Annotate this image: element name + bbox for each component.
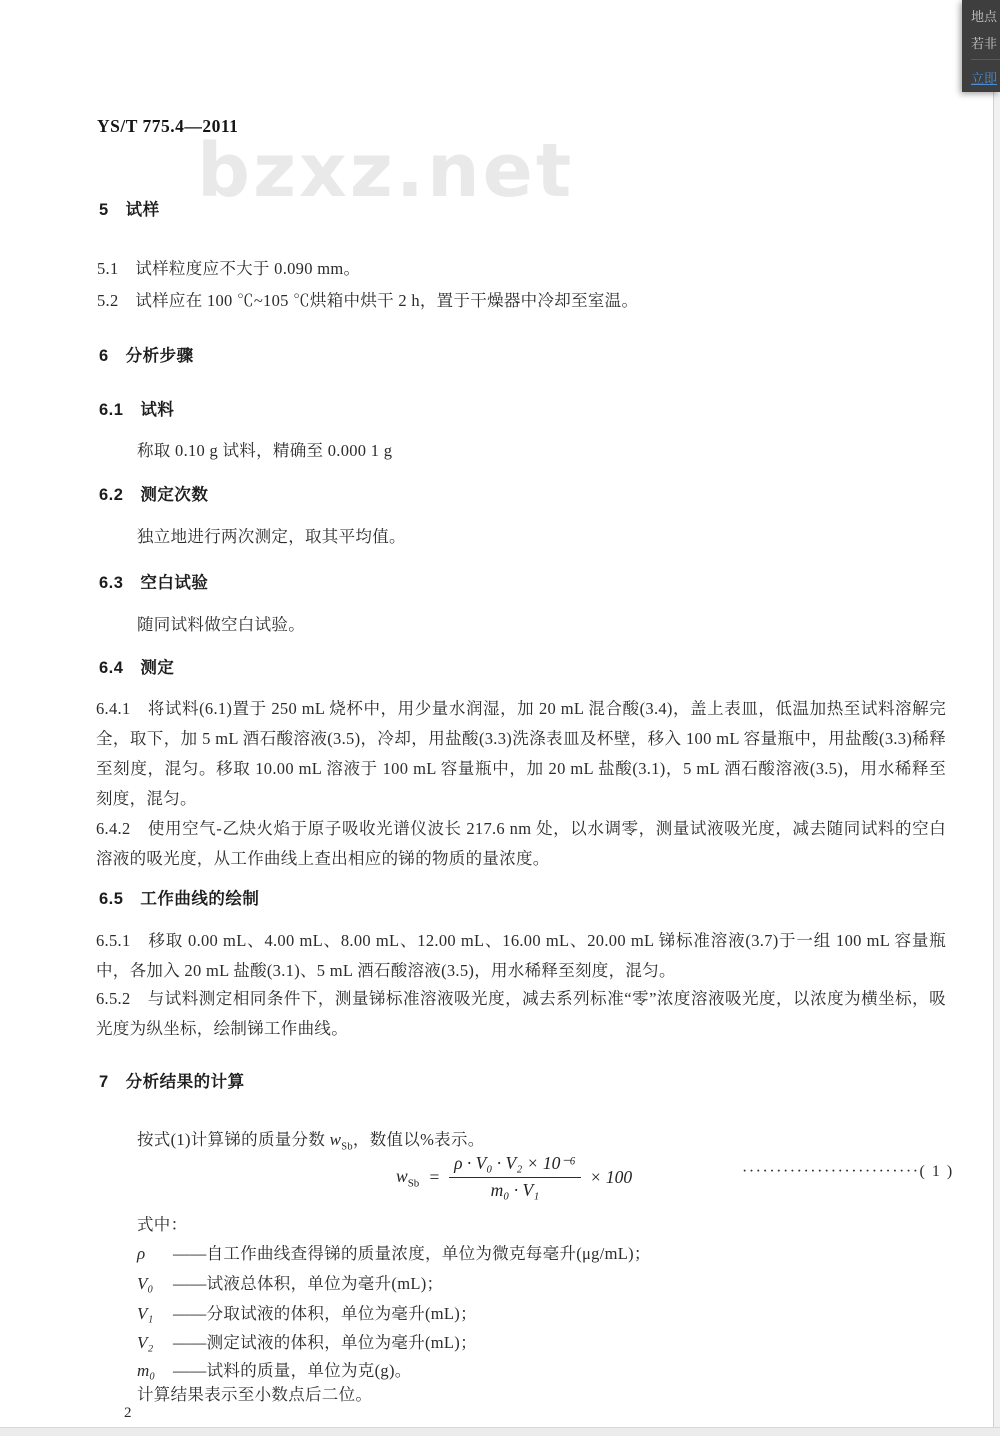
clause-6-4-2: 6.4.2 使用空气-乙炔火焰于原子吸收光谱仪波长 217.6 nm 处，以水调零，测量试液吸光度，减去随同试料的空白溶液的吸光度，从工作曲线上查出相应的锑的物质的量浓度。 — [96, 819, 946, 868]
clause-6-2-heading: 6.2 测定次数 — [99, 486, 209, 504]
definition-v1 — [137, 1300, 477, 1324]
watermark: bzxz.net — [197, 128, 575, 214]
equation-1 — [396, 1153, 632, 1202]
fraction — [449, 1153, 581, 1202]
popup-line-2: 若非 — [971, 36, 998, 51]
fraction-denominator: m₀ · V₁ — [490, 1179, 540, 1200]
symbol-v2: V₂ — [137, 1333, 154, 1352]
definition-v2 — [137, 1329, 477, 1353]
clause-6-5-heading: 6.5 工作曲线的绘制 — [99, 890, 260, 908]
popup-line-1: 地点 — [971, 9, 998, 24]
clause-5-2: 5.2 试样应在 100 ℃~105 ℃烘箱中烘干 2 h，置于干燥器中冷却至室温。 — [97, 291, 639, 310]
clause-6-2-body: 独立地进行两次测定，取其平均值。 — [137, 527, 406, 546]
symbol-v0: V₀ — [137, 1274, 154, 1293]
section-6-heading: 6 分析步骤 — [99, 347, 194, 365]
definition-text: ——试液总体积，单位为毫升(mL)； — [173, 1274, 444, 1293]
where-label: 式中： — [137, 1215, 188, 1234]
clause-6-3-heading: 6.3 空白试验 — [99, 574, 209, 592]
definition-v0 — [137, 1270, 443, 1294]
section-5-heading: 5 试样 — [99, 201, 160, 219]
section-7-heading: 7 分析结果的计算 — [99, 1073, 245, 1091]
symbol-rho: ρ — [137, 1244, 146, 1263]
definition-rho — [137, 1240, 651, 1264]
equation-number-dots: ··························( 1 ) — [742, 1163, 954, 1180]
clause-6-3-body: 随同试料做空白试验。 — [137, 615, 305, 634]
clause-6-4-1: 6.4.1 将试料(6.1)置于 250 mL 烧杯中，用少量水润湿，加 20 mL 混合酸(3.4)，盖上表皿，低温加热至试料溶解完全，取下，加 5 mL 酒石酸溶液(3.5)，冷却，用盐酸(3.3)洗涤表皿及杯壁，移入 100 mL 容量瓶中，用盐酸(3.3)稀释至刻度，混匀。移取 10.00 mL 溶液于 100 mL 容量瓶中，加 20 mL 盐酸(3.1)，5 mL 酒石酸溶液(3.5)，用水稀释至刻度，混匀。 — [96, 699, 946, 808]
clause-5-1: 5.1 试样粒度应不大于 0.090 mm。 — [97, 259, 361, 278]
definition-text: ——测定试液的体积，单位为毫升(mL)； — [173, 1333, 477, 1352]
page-number: 2 — [124, 1405, 132, 1421]
standard-number-header: YS/T 775.4—2011 — [97, 116, 239, 136]
clause-6-1-body: 称取 0.10 g 试料，精确至 0.000 1 g — [137, 441, 393, 460]
symbol-m0: m₀ — [137, 1361, 156, 1380]
formula-intro-post: ，数值以%表示。 — [352, 1130, 485, 1149]
popup-action-link[interactable]: 立即 — [971, 71, 998, 86]
result-precision-note: 计算结果表示至小数点后二位。 — [137, 1385, 373, 1404]
equation-lhs: $w_{Sb}$ — [396, 1165, 420, 1190]
formula-intro — [137, 1126, 485, 1152]
symbol-v1: V₁ — [137, 1304, 154, 1323]
clause-6-1-heading: 6.1 试料 — [99, 401, 175, 419]
definition-text: ——自工作曲线查得锑的质量浓度，单位为微克每毫升(μg/mL)； — [173, 1244, 651, 1263]
clause-6-5-2: 6.5.2 与试料测定相同条件下，测量锑标准溶液吸光度，减去系列标准“零”浓度溶液吸光度，以浓度为横坐标，吸光度为纵坐标，绘制锑工作曲线。 — [96, 989, 946, 1038]
equals-sign: = — [428, 1166, 441, 1187]
page-bottom-edge — [0, 1427, 1000, 1436]
clause-6-5-1: 6.5.1 移取 0.00 mL、4.00 mL、8.00 mL、12.00 mL、16.00 mL、20.00 mL 锑标准溶液(3.7)于一组 100 mL 容量瓶中，各加入 20 mL 盐酸(3.1)、5 mL 酒石酸溶液(3.5)，用水稀释至刻度，混匀。 — [96, 931, 946, 980]
formula-intro-subscript: Sb — [341, 1141, 353, 1153]
popup-divider — [971, 59, 1000, 60]
fraction-numerator: ρ · V₀ · V₂ × 10⁻⁶ — [449, 1153, 581, 1178]
clause-6-4-heading: 6.4 测定 — [99, 659, 175, 677]
corner-popup — [962, 0, 1000, 92]
formula-intro-symbol: w — [329, 1130, 342, 1149]
formula-intro-pre: 按式(1)计算锑的质量分数 — [137, 1130, 330, 1149]
definition-text: ——分取试液的体积，单位为毫升(mL)； — [173, 1304, 477, 1323]
times-100: × 100 — [589, 1166, 633, 1187]
definition-m0 — [137, 1357, 412, 1381]
definition-text: ——试料的质量，单位为克(g)。 — [173, 1361, 412, 1380]
page-right-edge — [993, 0, 1000, 1436]
